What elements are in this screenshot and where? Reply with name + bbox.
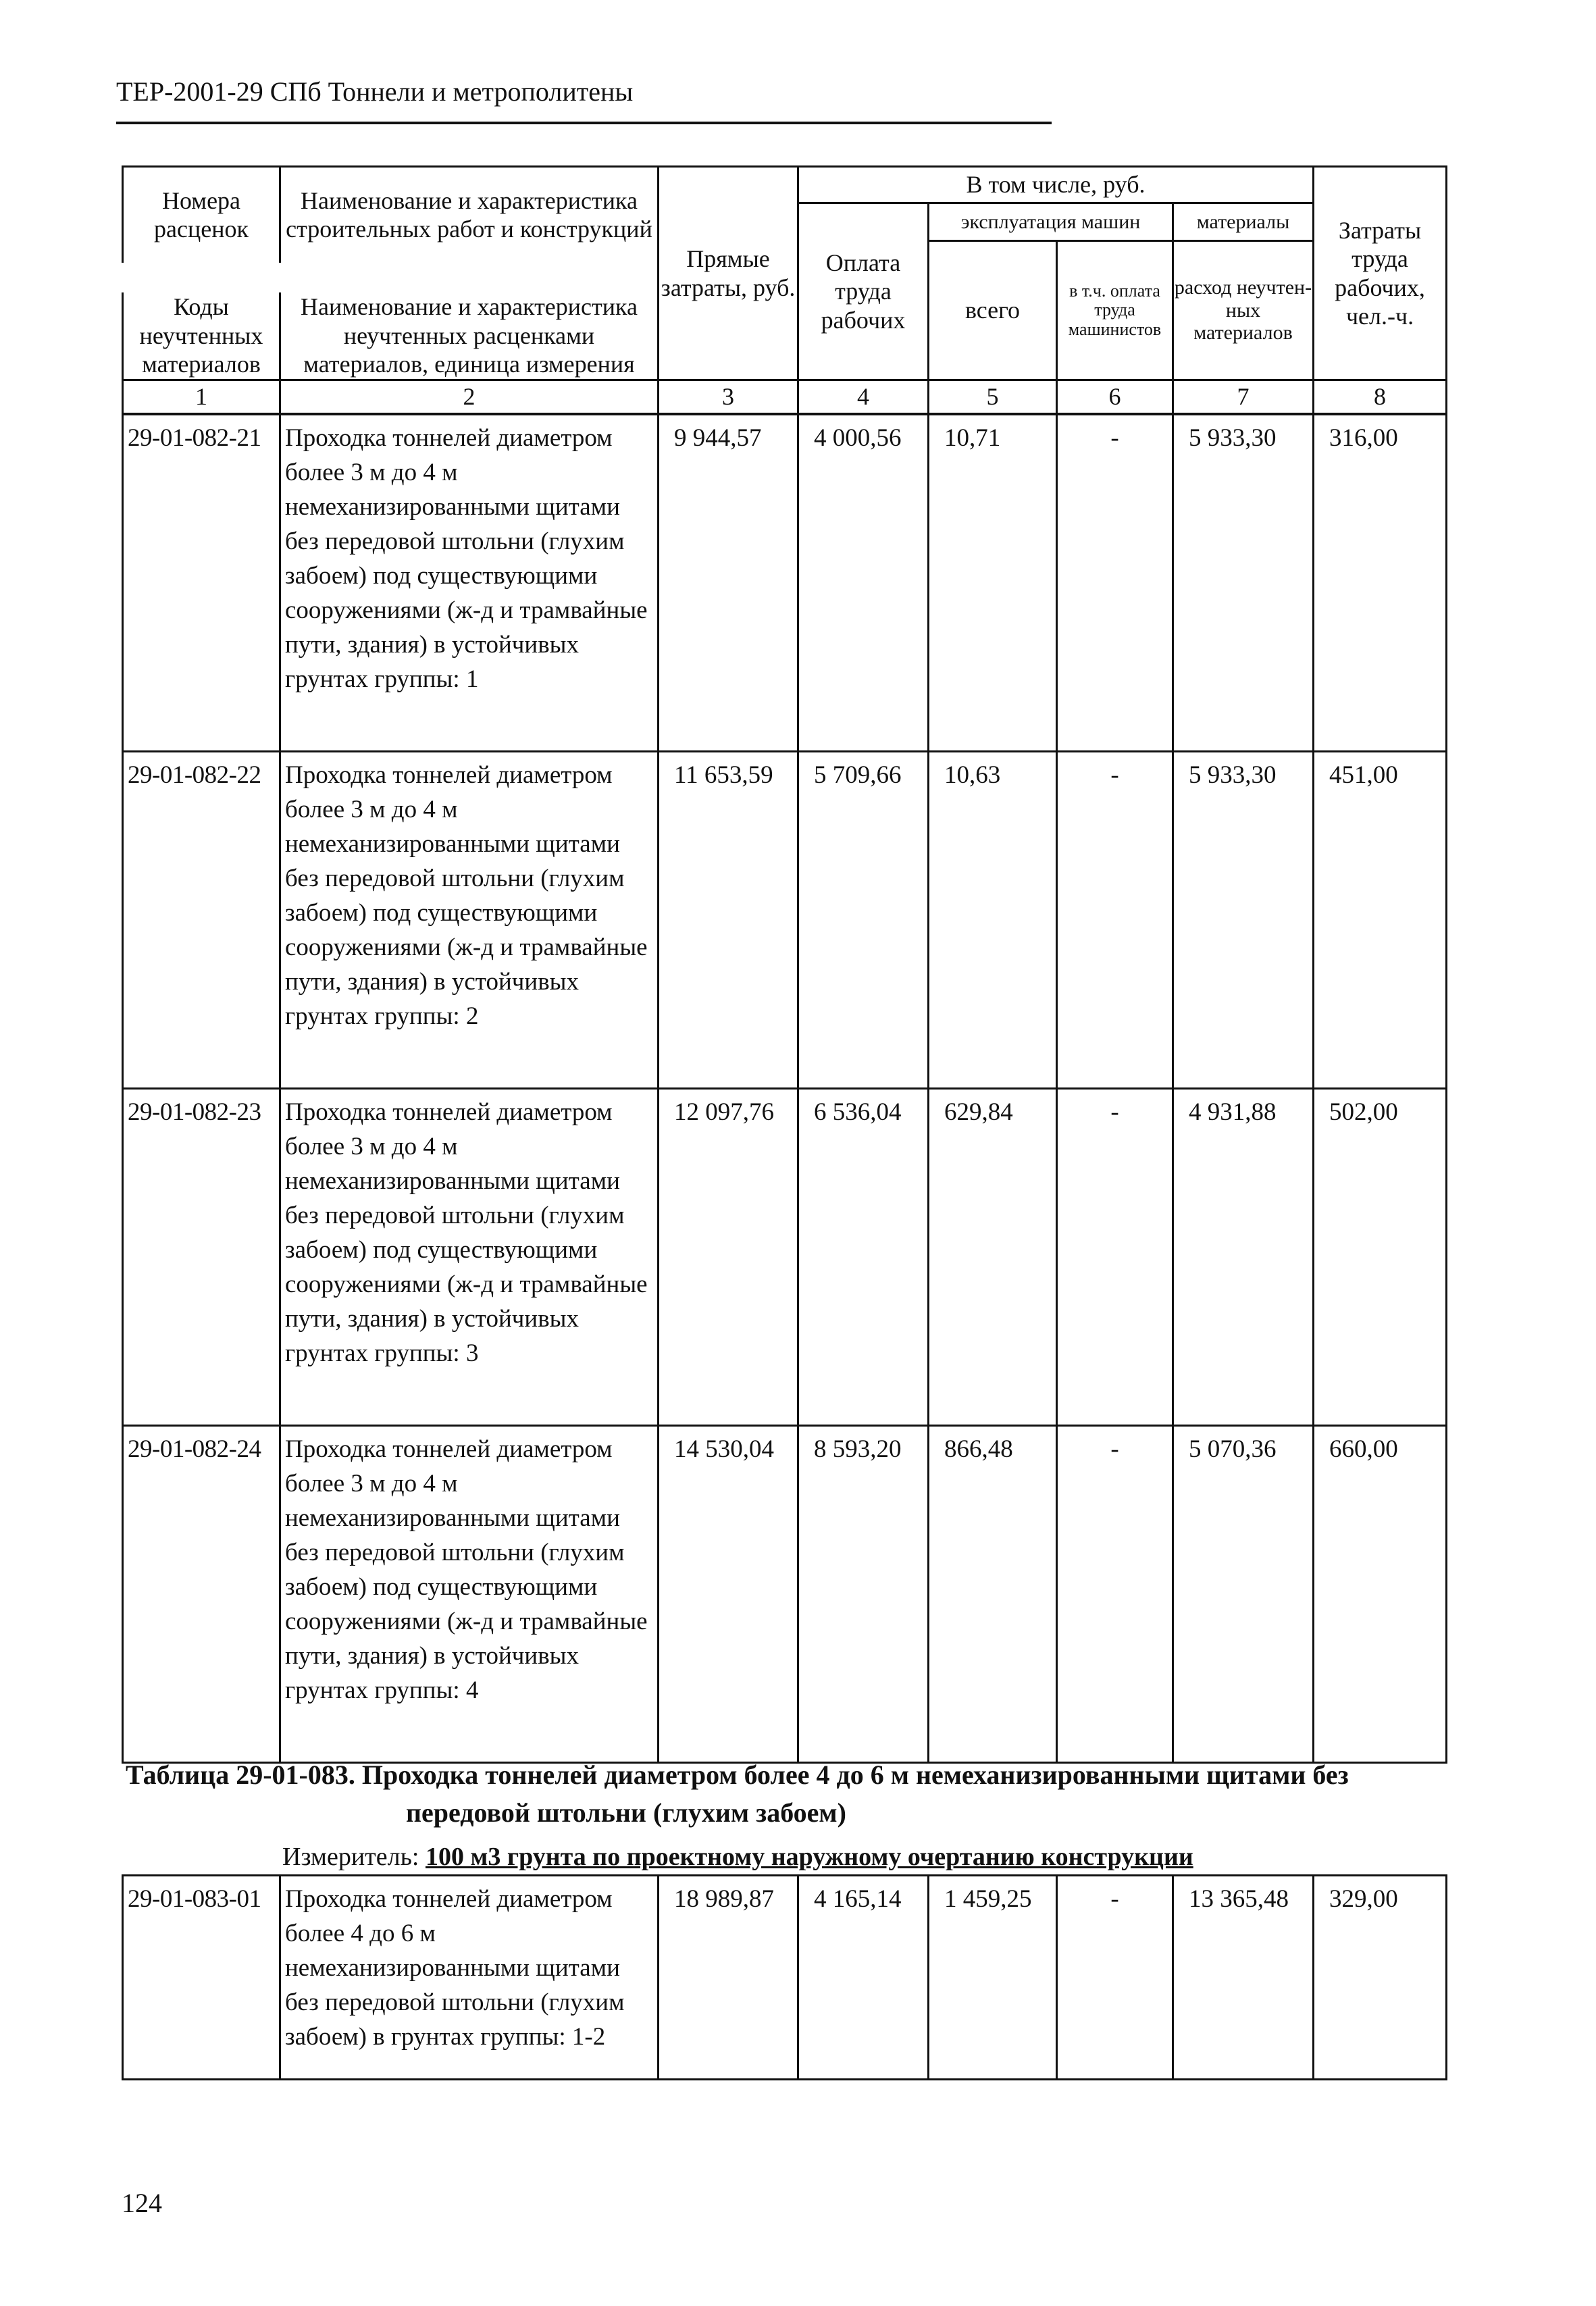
machinists-pay: - — [1057, 752, 1173, 1089]
table-caption-line2: передовой штольни (глухим забоем) — [406, 1797, 846, 1828]
page-number: 124 — [122, 2188, 162, 2218]
header-col1-bottom: Коды неучтенных материалов — [123, 292, 280, 380]
page-header: ТЕР-2001-29 СПб Тоннели и метрополитены — [116, 76, 634, 107]
labor-cost: 8 593,20 — [798, 1426, 929, 1763]
header-materials: материалы — [1173, 203, 1314, 241]
direct-costs: 11 653,59 — [659, 752, 798, 1089]
rates-table — [122, 413, 1447, 1764]
machines-total: 1 459,25 — [929, 1876, 1057, 2080]
labor-hours: 451,00 — [1314, 752, 1447, 1089]
rate-code: 29-01-083-01 — [123, 1876, 280, 2080]
rates-table-2 — [122, 1874, 1447, 2080]
table-row — [123, 1876, 1447, 2080]
direct-costs: 12 097,76 — [659, 1089, 798, 1426]
rate-name: Проходка тоннелей диаметром более 3 м до 4 м немеханизированными щитами без передовой штольни (глухим забоем) под существующими сооружениями (ж-д и трамвайные пути, здания) в устойчивых грунтах группы: 3 — [280, 1089, 659, 1426]
machines-total: 10,71 — [929, 415, 1057, 752]
materials-cost: 4 931,88 — [1173, 1089, 1314, 1426]
machinists-pay: - — [1057, 1876, 1173, 2080]
header-col6: в т.ч. оплата труда машинистов — [1057, 241, 1173, 380]
labor-hours: 329,00 — [1314, 1876, 1447, 2080]
machinists-pay: - — [1057, 415, 1173, 752]
labor-cost: 4 000,56 — [798, 415, 929, 752]
header-col3: Прямые затраты, руб. — [659, 167, 798, 380]
table-row — [123, 752, 1447, 1089]
rate-name: Проходка тоннелей диаметром более 4 до 6 м немеханизированными щитами без передовой штольни (глухим забоем) в грунтах группы: 1-2 — [280, 1876, 659, 2080]
header-num-4: 4 — [798, 380, 929, 414]
materials-cost: 13 365,48 — [1173, 1876, 1314, 2080]
machines-total: 10,63 — [929, 752, 1057, 1089]
header-col2-top: Наименование и характеристика строительных работ и конструкций — [280, 167, 659, 263]
labor-hours: 660,00 — [1314, 1426, 1447, 1763]
header-num-5: 5 — [929, 380, 1057, 414]
header-num-1: 1 — [123, 380, 280, 414]
table-caption-line1: Таблица 29-01-083. Проходка тоннелей диаметром более 4 до 6 м немеханизированными щитами без — [126, 1760, 1349, 1790]
labor-hours: 316,00 — [1314, 415, 1447, 752]
measurement-label: Измеритель: — [282, 1843, 419, 1871]
header-num-7: 7 — [1173, 380, 1314, 414]
rate-code: 29-01-082-21 — [123, 415, 280, 752]
rate-name: Проходка тоннелей диаметром более 3 м до 4 м немеханизированными щитами без передовой штольни (глухим забоем) под существующими сооружениями (ж-д и трамвайные пути, здания) в устойчивых грунтах группы: 4 — [280, 1426, 659, 1763]
header-divider — [116, 122, 1052, 124]
table-header — [122, 165, 1447, 415]
header-col2-bottom: Наименование и характеристика неучтенных расценками материалов, единица измерения — [280, 292, 659, 380]
machines-total: 866,48 — [929, 1426, 1057, 1763]
header-col8: Затраты труда рабочих, чел.-ч. — [1314, 167, 1447, 380]
labor-cost: 4 165,14 — [798, 1876, 929, 2080]
measurement-value: 100 м3 грунта по проектному наружному очертанию конструкции — [426, 1843, 1193, 1871]
header-col5: всего — [929, 241, 1057, 380]
rate-name: Проходка тоннелей диаметром более 3 м до 4 м немеханизированными щитами без передовой штольни (глухим забоем) под существующими сооружениями (ж-д и трамвайные пути, здания) в устойчивых грунтах группы: 2 — [280, 752, 659, 1089]
direct-costs: 9 944,57 — [659, 415, 798, 752]
header-num-8: 8 — [1314, 380, 1447, 414]
header-group: В том числе, руб. — [798, 167, 1314, 203]
header-col4: Оплата труда рабочих — [798, 203, 929, 380]
rate-name: Проходка тоннелей диаметром более 3 м до 4 м немеханизированными щитами без передовой штольни (глухим забоем) под существующими сооружениями (ж-д и трамвайные пути, здания) в устойчивых грунтах группы: 1 — [280, 415, 659, 752]
direct-costs: 18 989,87 — [659, 1876, 798, 2080]
table-caption — [126, 1756, 1349, 1832]
header-num-2: 2 — [280, 380, 659, 414]
rate-code: 29-01-082-22 — [123, 752, 280, 1089]
materials-cost: 5 933,30 — [1173, 752, 1314, 1089]
table-row — [123, 415, 1447, 752]
measurement-unit — [282, 1842, 1193, 1872]
table-row — [123, 1426, 1447, 1763]
machinists-pay: - — [1057, 1089, 1173, 1426]
labor-cost: 6 536,04 — [798, 1089, 929, 1426]
header-num-6: 6 — [1057, 380, 1173, 414]
labor-cost: 5 709,66 — [798, 752, 929, 1089]
header-num-3: 3 — [659, 380, 798, 414]
materials-cost: 5 933,30 — [1173, 415, 1314, 752]
labor-hours: 502,00 — [1314, 1089, 1447, 1426]
table-row — [123, 1089, 1447, 1426]
header-machines: эксплуатация машин — [929, 203, 1173, 241]
rate-code: 29-01-082-24 — [123, 1426, 280, 1763]
machinists-pay: - — [1057, 1426, 1173, 1763]
rate-code: 29-01-082-23 — [123, 1089, 280, 1426]
machines-total: 629,84 — [929, 1089, 1057, 1426]
header-col1-top: Номера расценок — [123, 167, 280, 263]
materials-cost: 5 070,36 — [1173, 1426, 1314, 1763]
direct-costs: 14 530,04 — [659, 1426, 798, 1763]
header-col7: расход неучтен-ных материалов — [1173, 241, 1314, 380]
